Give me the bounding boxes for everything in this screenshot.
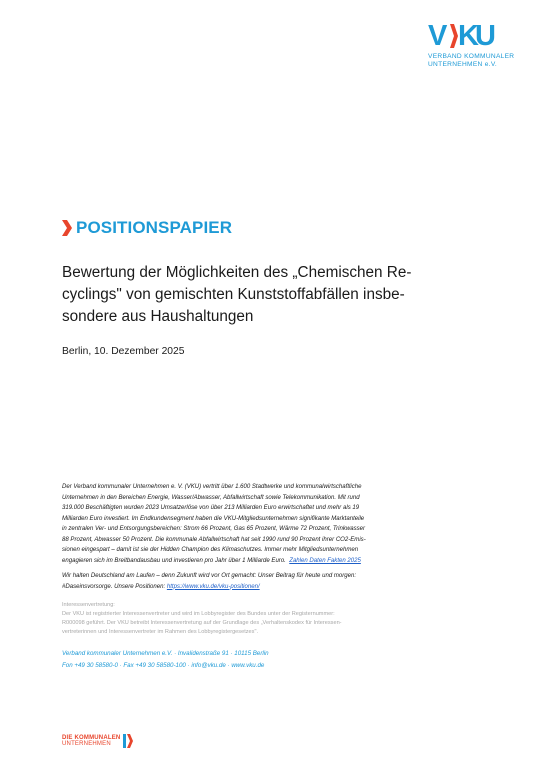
facts-link[interactable]: Zahlen Daten Fakten 2025 [289, 557, 361, 564]
vku-logo [428, 22, 528, 69]
lobby-register-notice [62, 601, 482, 637]
footer-logo-text [62, 735, 120, 748]
logo-letter-v: V [428, 20, 448, 52]
lobby-line: R000098 geführt. Der VKU betreibt Interessenvertretung auf der Grundlage des „Verhaltenskodex für Interessen- [62, 620, 342, 626]
lobby-line: vertreterinnen und Interessenvertreter im Rahmen des Lobbyregistergesetzes". [62, 629, 259, 635]
contact-line: Fon +49 30 58580-0 · Fax +49 30 58580-100 · info@vku.de · www.vku.de [62, 662, 265, 669]
intro-paragraph [62, 482, 482, 566]
intro-line: 319.000 Beschäftigten wurden 2023 Umsatzerlöse von über 213 Milliarden Euro erwirtschaftet und mehr als 19 [62, 505, 360, 511]
intro-line: in zentralen Ver- und Entsorgungsbereichen: Strom 66 Prozent, Gas 65 Prozent, Wärme 72 Prozent, Trinkwasser [62, 526, 366, 532]
vku-logo-mark [428, 22, 528, 50]
logo-chevron-icon [450, 24, 458, 48]
document-date: Berlin, 10. Dezember 2025 [62, 346, 185, 357]
lobby-line: Der VKU ist registrierter Interessenvertreter und wird im Lobbyregister des Bundes unter der Registernummer: [62, 611, 335, 617]
vku-logo-subtitle [428, 53, 528, 69]
logo-letter-u: U [475, 20, 496, 52]
title-line: cyclings" von gemischten Kunststoffabfällen insbe- [62, 286, 405, 303]
address-line: Verband kommunaler Unternehmen e.V. · Invalidenstraße 91 · 10115 Berlin [62, 650, 269, 657]
footer-logo-line2: UNTERNEHMEN [62, 741, 111, 747]
positions-link[interactable]: https://www.vku.de/vku-positionen/ [166, 583, 260, 590]
footer-logo [62, 734, 133, 748]
contact-address [62, 648, 269, 672]
footer-logo-mark-icon [123, 734, 133, 748]
footer-logo-line1: DIE KOMMUNALEN [62, 734, 121, 741]
slogan-prefix: #Daseinsvorsorge. Unsere Positionen: [62, 583, 166, 590]
intro-line: sionen eingespart – damit ist sie der Hidden Champion des Klimaschutzes. Immer mehr Mitgliedsunternehmen [62, 547, 359, 553]
intro-line-last [62, 556, 482, 567]
intro-line: 88 Prozent, Abwasser 50 Prozent. Die kommunale Abfallwirtschaft hat seit 1990 rund 90 Prozent ihrer CO2-Emis- [62, 536, 366, 543]
document-type-label: POSITIONSPAPIER [76, 218, 233, 237]
intro-line: Unternehmen in den Bereichen Energie, Wasser/Abwasser, Abfallwirtschaft sowie Telekommunikation. Mit rund [62, 494, 360, 501]
slogan-line-2 [62, 582, 482, 593]
title-line: Bewertung der Möglichkeiten des „Chemischen Re- [62, 264, 412, 281]
intro-line: Milliarden Euro investiert. Im Endkundensegment haben die VKU-Mitgliedsunternehmen signifikante Marktanteile [62, 515, 365, 522]
page-title [62, 262, 467, 328]
document-type [62, 218, 232, 238]
logo-subtitle-line2: UNTERNEHMEN e.V. [428, 61, 498, 68]
chevron-right-icon [62, 220, 72, 236]
slogan-line: Wir halten Deutschland am Laufen – denn Zukunft wird vor Ort gemacht: Unser Beitrag für heute und morgen: [62, 573, 357, 579]
logo-letter-k: K [458, 20, 479, 52]
intro-last-text: engagieren sich im Breitbandausbau und investieren pro Jahr über 1 Milliarde Euro. [62, 557, 286, 564]
slogan-paragraph [62, 571, 482, 592]
title-line: sondere aus Haushaltungen [62, 308, 254, 325]
lobby-line: Interessenvertretung: [62, 602, 115, 608]
intro-line: Der Verband kommunaler Unternehmen e. V. (VKU) vertritt über 1.600 Stadtwerke und kommunalwirtschaftliche [62, 484, 362, 490]
logo-subtitle-line1: VERBAND KOMMUNALER [428, 53, 515, 60]
